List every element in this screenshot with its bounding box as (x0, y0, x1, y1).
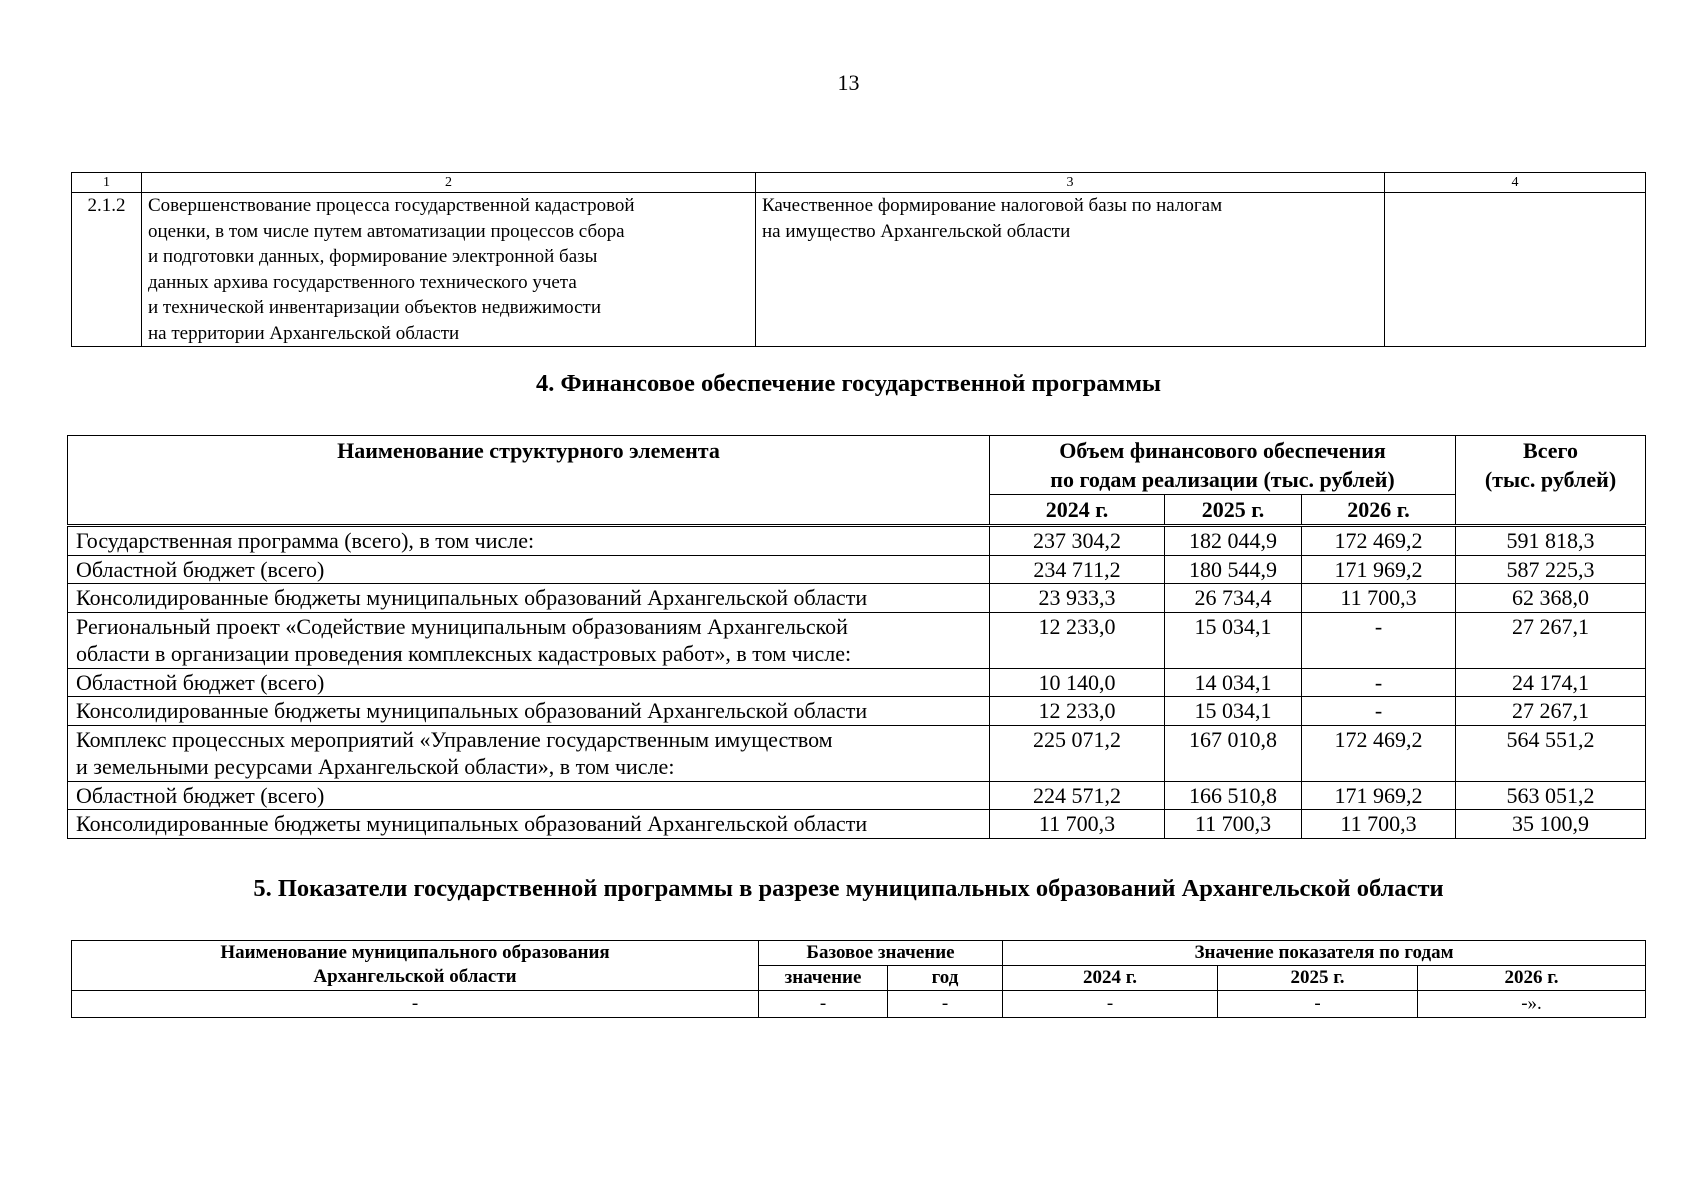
total-value: 24 174,1 (1456, 668, 1646, 697)
yearly-values-header: Значение показателя по годам (1003, 941, 1646, 966)
total-value: 587 225,3 (1456, 555, 1646, 584)
structural-element-name (68, 584, 990, 613)
section-4-title: 4. Финансовое обеспечение государственной программы (535, 370, 1162, 397)
financing-table-body (68, 526, 1646, 839)
text-line: Областной бюджет (всего) (76, 669, 325, 695)
year-value: - (1302, 668, 1456, 697)
table-cell: - (1218, 991, 1418, 1018)
year-header: 2026 г. (1302, 495, 1456, 526)
financing-table (67, 435, 1646, 839)
column-number: 4 (1385, 173, 1646, 193)
year-value: 12 233,0 (990, 612, 1165, 668)
year-value: 11 700,3 (1165, 810, 1302, 839)
header-line: Всего (1523, 438, 1578, 463)
text-line: Консолидированные бюджеты муниципальных образований Архангельской области (76, 585, 868, 610)
column-number: 2 (142, 173, 756, 193)
structural-element-name (68, 781, 990, 810)
year-value: 234 711,2 (990, 555, 1165, 584)
structural-element-name (68, 725, 990, 781)
header-line: (тыс. рублей) (1484, 467, 1617, 492)
structural-element-name (68, 555, 990, 584)
year-value: - (1302, 612, 1456, 668)
measure-description (142, 193, 756, 347)
table-row (68, 555, 1646, 584)
year-value: 224 571,2 (990, 781, 1165, 810)
year-value: 171 969,2 (1302, 781, 1456, 810)
year-value: 167 010,8 (1165, 725, 1302, 781)
text-line: и технической инвентаризации объектов недвижимости (148, 297, 602, 318)
total-value: 35 100,9 (1456, 810, 1646, 839)
text-line: на территории Архангельской области (148, 322, 460, 344)
indicators-table (71, 940, 1646, 1018)
year-value: 182 044,9 (1165, 526, 1302, 556)
text-line: Государственная программа (всего), в том числе: (76, 528, 535, 553)
column-number: 1 (72, 173, 142, 193)
year-value: 15 034,1 (1165, 697, 1302, 726)
header-line: Архангельской области (313, 966, 517, 987)
year-value: 172 469,2 (1302, 526, 1456, 556)
year-header: 2024 г. (990, 495, 1165, 526)
table-row (72, 193, 1646, 347)
base-value-header: Базовое значение (759, 941, 1003, 966)
total-value: 591 818,3 (1456, 526, 1646, 556)
table-row (68, 584, 1646, 613)
table-row (68, 810, 1646, 839)
table-row (72, 991, 1646, 1018)
year-value: 166 510,8 (1165, 781, 1302, 810)
year-value: 180 544,9 (1165, 555, 1302, 584)
name-column-header: Наименование структурного элемента (68, 436, 990, 526)
structural-element-name (68, 697, 990, 726)
measure-result (756, 193, 1385, 347)
year-value: 26 734,4 (1165, 584, 1302, 613)
year-header: 2024 г. (1003, 966, 1218, 991)
header-row (68, 436, 1646, 495)
table-row (68, 526, 1646, 556)
text-line: Областной бюджет (всего) (76, 556, 325, 582)
year-value: 171 969,2 (1302, 555, 1456, 584)
year-value: 172 469,2 (1302, 725, 1456, 781)
table-row (68, 697, 1646, 726)
text-line: и подготовки данных, формирование электронной базы (148, 246, 598, 267)
structural-element-name (68, 526, 990, 556)
column-number: 3 (756, 173, 1385, 193)
year-value: 11 700,3 (1302, 584, 1456, 613)
base-value-subheader: значение (759, 966, 888, 991)
table-cell: - (888, 991, 1003, 1018)
text-line: Качественное формирование налоговой базы по налогам (762, 195, 1223, 216)
text-line: Консолидированные бюджеты муниципальных образований Архангельской области (76, 698, 868, 723)
structural-element-name (68, 668, 990, 697)
header-row (72, 941, 1646, 966)
header-line: по годам реализации (тыс. рублей) (1050, 467, 1395, 492)
text-line: Областной бюджет (всего) (76, 782, 325, 808)
text-line: Региональный проект «Содействие муниципальным образованиям Архангельской (76, 613, 848, 639)
year-header: 2025 г. (1165, 495, 1302, 526)
year-value: 15 034,1 (1165, 612, 1302, 668)
text-line: Комплекс процессных мероприятий «Управление государственным имуществом (76, 726, 833, 752)
text-line: и земельными ресурсами Архангельской области», в том числе: (76, 754, 675, 779)
measures-table (71, 172, 1646, 347)
measure-number: 2.1.2 (72, 193, 142, 347)
text-line: на имущество Архангельской области (762, 220, 1071, 242)
total-value: 27 267,1 (1456, 612, 1646, 668)
structural-element-name (68, 612, 990, 668)
year-value: 12 233,0 (990, 697, 1165, 726)
year-value: 11 700,3 (1302, 810, 1456, 839)
column-numbers-row (72, 173, 1646, 193)
table-row (68, 781, 1646, 810)
table-row (68, 725, 1646, 781)
volume-column-header (990, 436, 1456, 495)
empty-cell (1385, 193, 1646, 347)
table-cell: -». (1418, 991, 1646, 1018)
text-line: области в организации проведения комплексных кадастровых работ», в том числе: (76, 641, 852, 666)
year-value: 237 304,2 (990, 526, 1165, 556)
year-header: 2025 г. (1218, 966, 1418, 991)
total-value: 564 551,2 (1456, 725, 1646, 781)
table-row (68, 668, 1646, 697)
text-line: Консолидированные бюджеты муниципальных образований Архангельской области (76, 811, 868, 836)
header-line: Объем финансового обеспечения (1059, 438, 1386, 463)
total-value: 27 267,1 (1456, 697, 1646, 726)
page-number: 13 (837, 70, 860, 95)
table-cell: - (1003, 991, 1218, 1018)
year-value: 11 700,3 (990, 810, 1165, 839)
year-value: 14 034,1 (1165, 668, 1302, 697)
table-cell: - (759, 991, 888, 1018)
year-value: 10 140,0 (990, 668, 1165, 697)
base-year-subheader: год (888, 966, 1003, 991)
total-value: 62 368,0 (1456, 584, 1646, 613)
year-value: 23 933,3 (990, 584, 1165, 613)
table-row (68, 612, 1646, 668)
text-line: Совершенствование процесса государственной кадастровой (148, 195, 635, 216)
section-5-title: 5. Показатели государственной программы в разрезе муниципальных образований Архангельской области (253, 875, 1444, 902)
municipality-column-header (72, 941, 759, 991)
year-value: - (1302, 697, 1456, 726)
total-value: 563 051,2 (1456, 781, 1646, 810)
text-line: данных архива государственного технического учета (148, 271, 577, 293)
year-value: 225 071,2 (990, 725, 1165, 781)
year-header: 2026 г. (1418, 966, 1646, 991)
table-cell: - (72, 991, 759, 1018)
total-column-header (1456, 436, 1646, 526)
structural-element-name (68, 810, 990, 839)
header-line: Наименование муниципального образования (220, 942, 610, 963)
text-line: оценки, в том числе путем автоматизации процессов сбора (148, 220, 625, 242)
